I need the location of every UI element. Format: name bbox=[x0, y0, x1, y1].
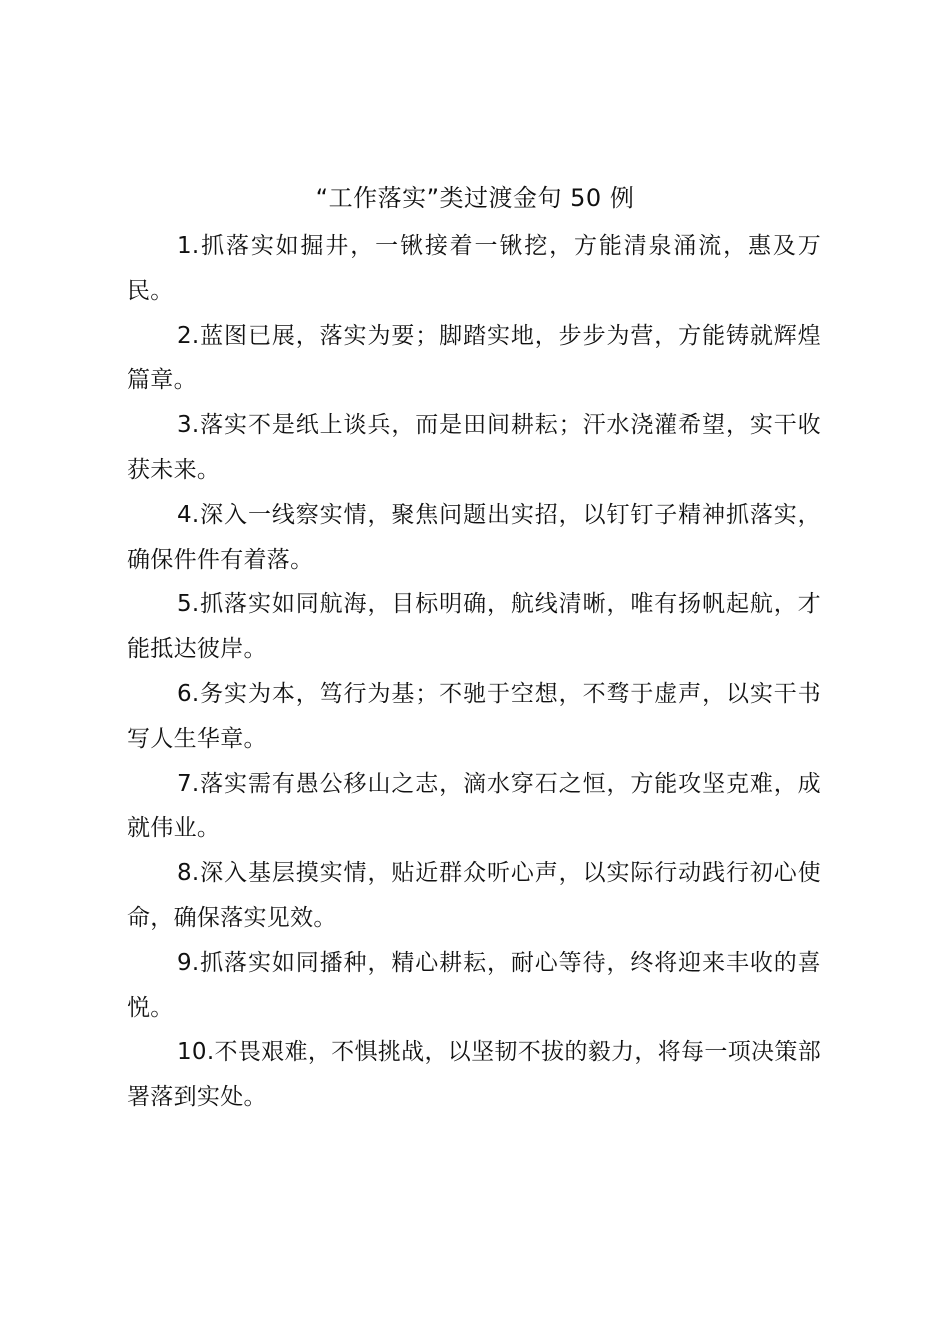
paragraph-8: 8.深入基层摸实情，贴近群众听心声，以实际行动践行初心使命，确保落实见效。 bbox=[127, 860, 821, 931]
paragraph-7: 7.落实需有愚公移山之志，滴水穿石之恒，方能攻坚克难，成就伟业。 bbox=[127, 770, 821, 842]
paragraph-6: 6.务实为本，笃行为基；不驰于空想，不骛于虚声，以实干书写人生华章。 bbox=[127, 680, 821, 752]
document-title: “工作落实”类过渡金句 50 例 bbox=[315, 184, 635, 212]
paragraph-4: 4.深入一线察实情，聚焦问题出实招，以钉钉子精神抓落实，确保件件有着落。 bbox=[127, 501, 821, 573]
paragraph-3: 3.落实不是纸上谈兵，而是田间耕耘；汗水浇灌希望，实干收获未来。 bbox=[127, 412, 821, 483]
paragraph-10: 10.不畏艰难，不惧挑战，以坚韧不拔的毅力，将每一项决策部署落到实处。 bbox=[127, 1039, 821, 1111]
paragraph-5: 5.抓落实如同航海，目标明确，航线清晰，唯有扬帆起航，才能抵达彼岸。 bbox=[127, 591, 821, 663]
paragraph-9: 9.抓落实如同播种，精心耕耘，耐心等待，终将迎来丰收的喜悦。 bbox=[127, 949, 821, 1021]
paragraph-2: 2.蓝图已展，落实为要；脚踏实地，步步为营，方能铸就辉煌篇章。 bbox=[127, 322, 821, 394]
paragraph-1: 1.抓落实如掘井，一锹接着一锹挖，方能清泉涌流，惠及万民。 bbox=[127, 233, 821, 304]
document-body bbox=[127, 224, 821, 1120]
